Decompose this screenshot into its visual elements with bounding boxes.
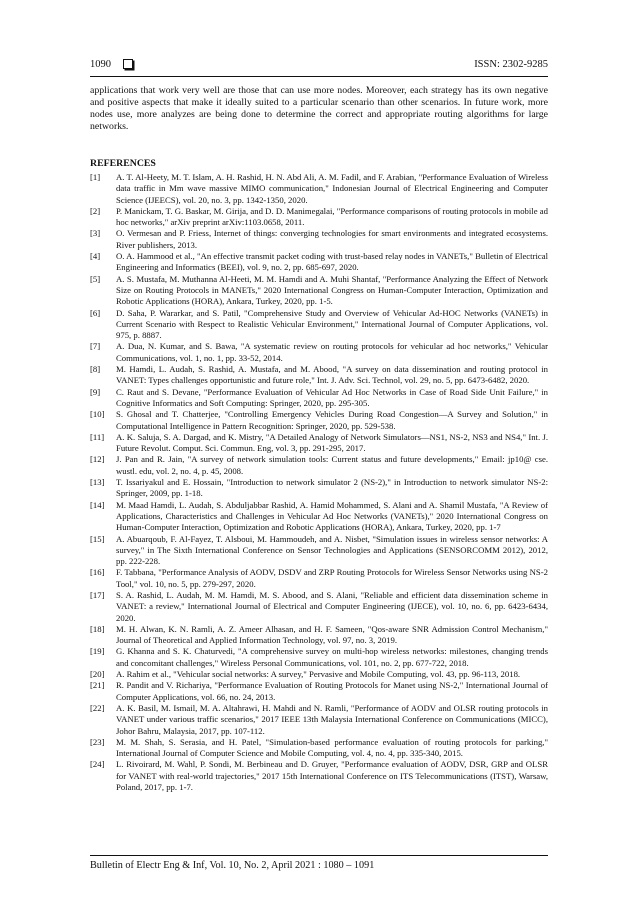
reference-text: J. Pan and R. Jain, "A survey of network simulation tools: Current status and future developments," Email: jp10@ cse. wustl. edu, vol. 2, no. 4, p. 45, 2008. — [116, 454, 548, 476]
reference-text: O. Vermesan and P. Friess, Internet of things: converging technologies for smart environments and integrated ecosystems. River publishers, 2013. — [116, 228, 548, 250]
reference-item — [90, 590, 548, 624]
reference-text: M. Maad Hamdi, L. Audah, S. Abduljabbar Rashid, A. Hamid Mohammed, S. Alani and A. Shamil Mustafa, "A Review of Applications, Characteristics and Challenges in Vehicular Ad Hoc Networks (VANETs)," 2020 International Congress on Human-Computer Interaction, Optimization and Robotic Applications (HORA), Ankara, Turkey, 2020, pp. 1-7 — [116, 499, 548, 533]
reference-number: [3] — [90, 228, 101, 239]
reference-number: [10] — [90, 409, 105, 420]
reference-number: [24] — [90, 759, 105, 770]
reference-text: P. Manickam, T. G. Baskar, M. Girija, and D. D. Manimegalai, "Performance comparisons of routing protocols in mobile ad hoc networks," arXiv preprint arXiv:1103.0658, 2011. — [116, 205, 548, 228]
reference-item — [90, 759, 548, 793]
reference-text: R. Pandit and V. Richariya, "Performance Evaluation of Routing Protocols for Manet using NS-2," International Journal of Computer Applications, vol. 66, no. 24, 2013. — [116, 680, 548, 702]
reference-item — [90, 409, 548, 432]
reference-number: [11] — [90, 431, 105, 442]
reference-item — [90, 364, 548, 387]
reference-item — [90, 500, 548, 534]
reference-item — [90, 206, 548, 229]
reference-item — [90, 251, 548, 274]
reference-text: A. Abuarqoub, F. Al-Fayez, T. Alsboui, M. Hammoudeh, and A. Nisbet, "Simulation issues in wireless sensor networks: A survey," in The Sixth International Conference on Sensor Technologies and Applications (SENSORCOMM 2012), 2012, pp. 222-228. — [116, 533, 548, 567]
reference-number: [8] — [90, 364, 101, 375]
reference-text: D. Saha, P. Wararkar, and S. Patil, "Comprehensive Study and Overview of Vehicular Ad-HOC Networks (VANETs) in Current Scenario with Respect to Realistic Vehicular Environment," International Journal of Computer Applications, vol. 975, p. 8887. — [116, 307, 548, 341]
reference-text: M. H. Alwan, K. N. Ramli, A. Z. Ameer Alhasan, and H. F. Sameen, "Qos-aware SNR Admission Control Mechanism," Journal of Theoretical and Applied Information Technology, vol. 97, no. 3, 2019. — [116, 623, 548, 646]
reference-number: [2] — [90, 205, 101, 216]
reference-number: [14] — [90, 499, 105, 510]
reference-number: [4] — [90, 251, 101, 262]
issn-label: ISSN: 2302-9285 — [474, 58, 548, 70]
reference-item — [90, 341, 548, 364]
box-icon — [123, 59, 133, 69]
reference-number: [16] — [90, 567, 105, 578]
reference-item — [90, 703, 548, 737]
reference-text: M. Hamdi, L. Audah, S. Rashid, A. Mustafa, and M. Abood, "A survey on data dissemination and routing protocol in VANET: Types challenges opportunistic and future role," Int. J. Adv. Sci. Technol, vol. 29, no. 5, pp. 6473-6482, 2020. — [116, 364, 548, 386]
reference-item — [90, 172, 548, 206]
footer-rule — [90, 855, 548, 856]
reference-item — [90, 308, 548, 342]
page-number: 1090 — [90, 58, 111, 70]
reference-text: A. S. Mustafa, M. Muthanna Al-Heeti, M. M. Hamdi and A. Muhi Shantaf, "Performance Analyzing the Effect of Network Size on Routing Protocols in MANETs," 2020 International Congress on Human-Computer Interaction, Optimization and Robotic Applications (HORA), Ankara, Turkey, 2020, pp. 1-5. — [116, 273, 548, 307]
reference-item — [90, 534, 548, 568]
reference-number: [18] — [90, 623, 105, 634]
reference-text: M. M. Shah, S. Serasia, and H. Patel, "Simulation-based performance evaluation of routing protocols for parking," International Journal of Computer Science and Mobile Computing, vol. 4, no. 4, pp. 335-340, 2015. — [116, 736, 548, 759]
page-header — [90, 54, 548, 74]
reference-number: [20] — [90, 669, 105, 680]
reference-item — [90, 646, 548, 669]
reference-number: [9] — [90, 386, 101, 397]
reference-text: F. Tabbana, "Performance Analysis of AODV, DSDV and ZRP Routing Protocols for Wireless Sensor Networks using NS-2 Tool," vol. 10, no. 5, pp. 279-297, 2020. — [116, 567, 548, 589]
reference-number: [13] — [90, 477, 105, 488]
reference-text: A. K. Saluja, S. A. Dargad, and K. Mistry, "A Detailed Analogy of Network Simulators—NS1, NS-2, NS3 and NS4," Int. J. Future Revolut. Comput. Sci. Commun. Eng, vol. 3, pp. 291-295, 2017. — [116, 431, 548, 454]
reference-number: [1] — [90, 172, 101, 182]
reference-item — [90, 454, 548, 477]
intro-paragraph: applications that work very well are those that can use more nodes. Moreover, each strategy has its own negative and positive aspects that make it ideally suited to a particular scenario than other scenarios. In future work, more nodes use, more analyzes are being done to determine the correct and appropriate routing algorithms for large networks. — [90, 85, 548, 133]
reference-number: [23] — [90, 736, 105, 747]
references-list — [90, 172, 548, 793]
reference-item — [90, 567, 548, 590]
reference-item — [90, 432, 548, 455]
header-left — [90, 59, 133, 70]
reference-text: A. Rahim et al., "Vehicular social networks: A survey," Pervasive and Mobile Computing, vol. 43, pp. 96-113, 2018. — [116, 669, 521, 680]
reference-item — [90, 387, 548, 410]
header-rule — [90, 76, 548, 77]
reference-text: O. A. Hammood et al., "An effective transmit packet coding with trust-based relay nodes in VANETs," Bulletin of Electrical Engineering and Informatics (BEEI), vol. 9, no. 2, pp. 685-697, 2020. — [116, 251, 548, 273]
reference-number: [21] — [90, 680, 105, 691]
reference-number: [22] — [90, 702, 105, 713]
reference-item — [90, 228, 548, 251]
reference-number: [19] — [90, 646, 105, 657]
reference-text: C. Raut and S. Devane, "Performance Evaluation of Vehicular Ad Hoc Networks in Case of Road Side Unit Failure," in Cognitive Informatics and Soft Computing: Springer, 2020, pp. 295-305. — [116, 386, 548, 408]
reference-text: L. Rivoirard, M. Wahl, P. Sondi, M. Berbineau and D. Gruyer, "Performance evaluation of AODV, DSR, GRP and OLSR for VANET with real-world trajectories," 2017 15th International Conference on ITS Telecommunications (ITST), Warsaw, Poland, 2017, pp. 1-7. — [116, 759, 548, 793]
reference-number: [5] — [90, 273, 101, 284]
reference-item — [90, 624, 548, 647]
reference-item — [90, 669, 548, 680]
reference-number: [7] — [90, 341, 101, 352]
reference-text: A. Dua, N. Kumar, and S. Bawa, "A systematic review on routing protocols for vehicular ad hoc networks," Vehicular Communications, vol. 1, no. 1, pp. 33-52, 2014. — [116, 341, 548, 363]
reference-number: [15] — [90, 533, 105, 544]
reference-text: S. A. Rashid, L. Audah, M. M. Hamdi, M. S. Abood, and S. Alani, "Reliable and efficient data dissemination scheme in VANET: a review," International Journal of Electrical and Computer Engineering (IJECE), vol. 10, no. 6, pp. 6423-6434, 2020. — [116, 589, 548, 623]
reference-text: S. Ghosal and T. Chatterjee, "Controlling Emergency Vehicles During Road Congestion—A Survey and Solution," in Computational Intelligence in Pattern Recognition: Springer, 2020, pp. 529-538. — [116, 409, 548, 431]
reference-number: [12] — [90, 454, 105, 465]
reference-text: T. Issariyakul and E. Hossain, "Introduction to network simulator 2 (NS-2)," in Introduction to network simulator NS-2: Springer, 2009, pp. 1-18. — [116, 477, 548, 499]
reference-item — [90, 274, 548, 308]
reference-number: [6] — [90, 307, 101, 318]
reference-text: G. Khanna and S. K. Chaturvedi, "A comprehensive survey on multi-hop wireless networks: milestones, changing trends and concomitant challenges," Wireless Personal Communications, vol. 101, no. 2, pp. 677-722, 2018. — [116, 646, 548, 668]
page-footer: Bulletin of Electr Eng & Inf, Vol. 10, No. 2, April 2021 : 1080 – 1091 — [90, 860, 375, 871]
reference-item — [90, 737, 548, 760]
references-heading: REFERENCES — [90, 158, 156, 169]
reference-number: [17] — [90, 589, 105, 600]
reference-text: A. T. Al-Heety, M. T. Islam, A. H. Rashid, H. N. Abd Ali, A. M. Fadil, and F. Arabian, "Performance Evaluation of Wireless data traffic in Mm wave massive MIMO communication," Indonesian Journal of Electrical Engineering and Computer Science (IJEECS), vol. 20, no. 3, pp. 1342-1350, 2020. — [116, 172, 548, 205]
reference-item — [90, 477, 548, 500]
reference-text: A. K. Basil, M. Ismail, M. A. Altahrawi, H. Mahdi and N. Ramli, "Performance of AODV and OLSR routing protocols in VANET under various traffic scenarios," 2017 IEEE 13th Malaysia International Conference on Communications (MICC), Johor Bahru, Malaysia, 2017, pp. 107-112. — [116, 702, 548, 736]
reference-item — [90, 680, 548, 703]
